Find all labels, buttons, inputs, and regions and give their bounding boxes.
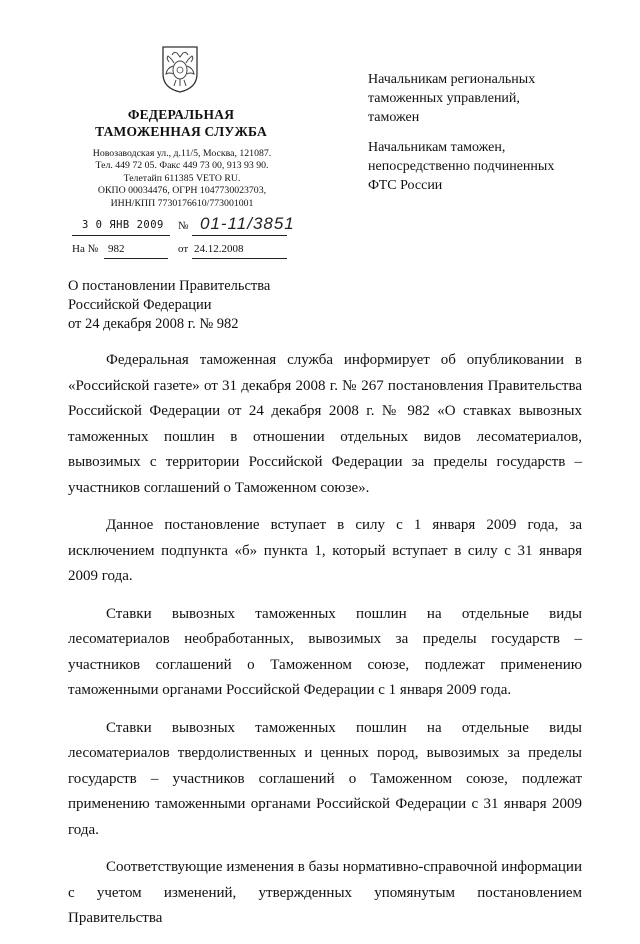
phones-line: Тел. 449 72 05. Факс 449 73 00, 913 93 90.: [95, 160, 269, 172]
okpo-line: ОКПО 00034476, ОГРН 1047730023703,: [97, 185, 267, 197]
teletype-line: Телетайп 611385 VETO RU.: [123, 172, 241, 184]
addressee-line: непосредственно подчиненных: [368, 159, 555, 174]
addressee-block-1: [368, 70, 535, 127]
subject-line: от 24 декабря 2008 г. № 982: [68, 316, 239, 332]
subject-line: Российской Федерации: [68, 297, 212, 313]
number-label: №: [178, 220, 189, 232]
addressee-line: таможенных управлений,: [368, 91, 520, 106]
ref-date-underline: [192, 258, 287, 259]
body-paragraph: Ставки вывозных таможенных пошлин на отдельные виды лесоматериалов твердолиственных и ценных пород, вывозимых за пределы государств – участников соглашений о Таможенном союзе, подлежат применению таможенными органами Российской Федерации с 31 января 2009 года.: [68, 719, 582, 838]
from-label: от: [178, 243, 189, 255]
body-paragraph: Данное постановление вступает в силу с 1 января 2009 года, за исключением подпункта «б» пункта 1, который вступает в силу с 31 января 2009 года.: [68, 517, 582, 584]
addressee-block-2: [368, 138, 554, 195]
body-paragraph: Соответствующие изменения в базы нормативно-справочной информации с учетом изменений, утвержденных упомянутым постановлением Правительства: [68, 859, 582, 926]
letter-body: [68, 348, 582, 944]
subject-line: О постановлении Правительства: [68, 278, 271, 294]
addressee-line: таможен: [368, 110, 420, 125]
coat-of-arms-emblem: [160, 44, 200, 94]
contact-block: [76, 148, 288, 210]
subject-block: [68, 277, 270, 334]
number-underline: [192, 235, 287, 236]
ref-underline: [104, 258, 168, 259]
org-line-1: ФЕДЕРАЛЬНАЯ: [127, 107, 235, 122]
registration-number: 01-11/3851: [200, 214, 295, 233]
inn-line: ИНН/КПП 7730176610/773001001: [110, 197, 254, 209]
addressee-line: Начальникам региональных: [368, 72, 536, 87]
addressee-line: ФТС России: [368, 178, 443, 193]
organization-name: [92, 106, 270, 140]
body-paragraph: Федеральная таможенная служба информирует об опубликовании в «Российской газете» от 31 декабря 2008 г. № 267 постановления Правительства Российской Федерации от 24 декабря 2008 г. № 982 «О ставках вывозных таможенных пошлин в отношении отдельных видов лесоматериалов, вывозимых с территории Российской Федерации за пределы государств – участников соглашений о Таможенном союзе».: [68, 352, 582, 496]
date-underline: [72, 235, 170, 236]
registration-date: 3 0 ЯНВ 2009: [82, 219, 164, 231]
address-line: Новозаводская ул., д.11/5, Москва, 121087.: [92, 148, 272, 159]
ref-number: 982: [108, 243, 125, 255]
ref-label: На №: [72, 243, 99, 255]
org-line-2: ТАМОЖЕННАЯ СЛУЖБА: [95, 124, 267, 139]
addressee-line: Начальникам таможен,: [368, 140, 506, 155]
ref-date: 24.12.2008: [194, 243, 244, 255]
body-paragraph: Ставки вывозных таможенных пошлин на отдельные виды лесоматериалов необработанных, вывозимых за пределы государств – участников соглашений о Таможенном союзе, подлежат применению таможенными органами Российской Федерации с 1 января 2009 года.: [68, 605, 582, 698]
